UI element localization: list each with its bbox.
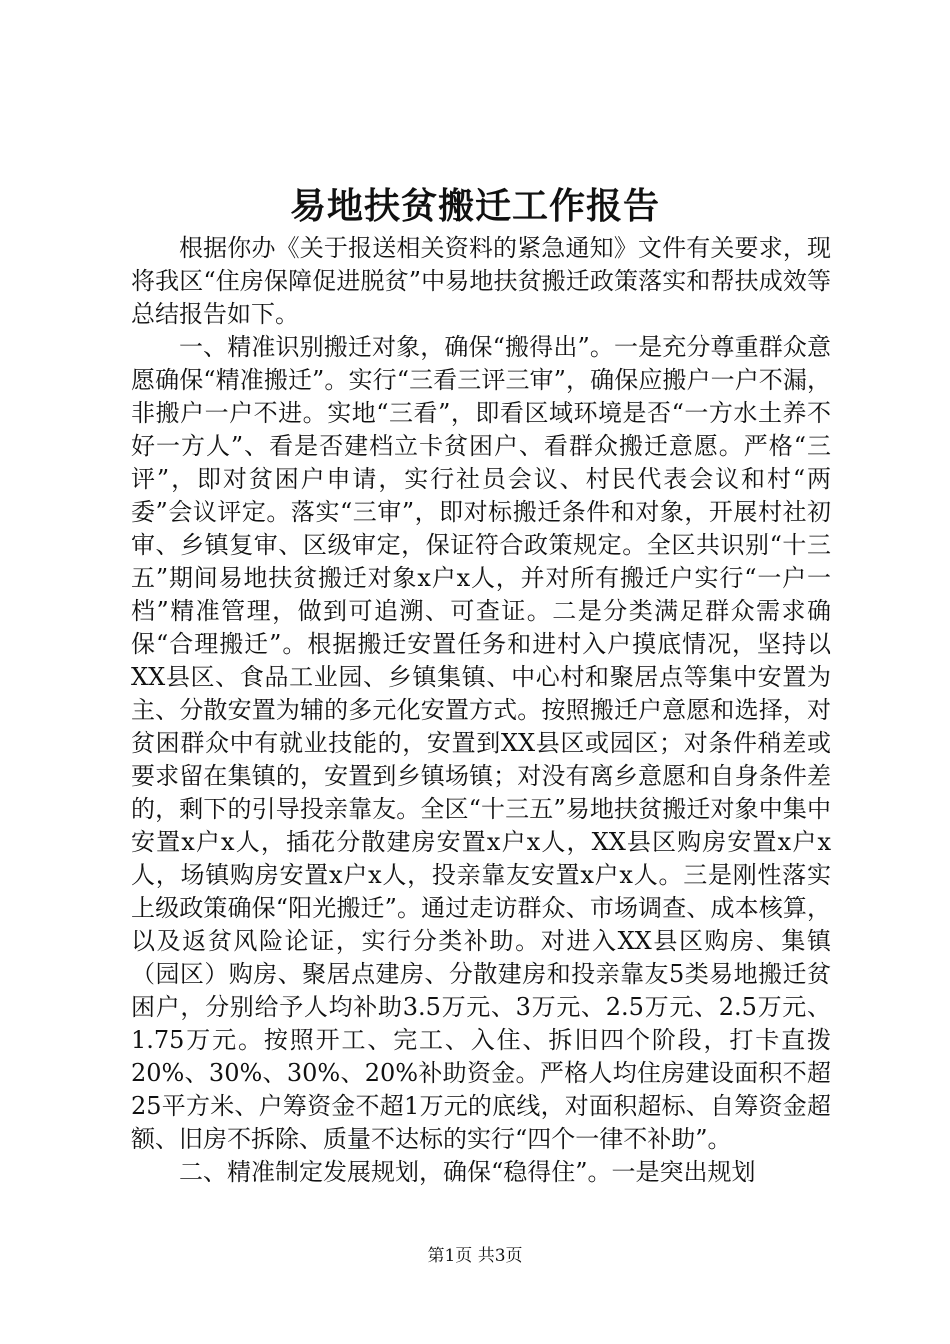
paragraph-section-two: 二、精准制定发展规划，确保“稳得住”。一是突出规划 (179, 1158, 756, 1186)
paragraph-section-one: 一、精准识别搬迁对象，确保“搬得出”。一是充分尊重群众意愿确保“精准搬迁”。实行“三看三评三审”，确保应搬户一户不漏，非搬户一户不进。实地“三看”，即看区域环境是否“一方水土养不好一方人”、看是否建档立卡贫困户、看群众搬迁意愿。严格“三评”，即对贫困户申请，实行社员会议、村民代表会议和村“两委”会议评定。落实“三审”，即对标搬迁条件和对象，开展村社初审、乡镇复审、区级审定，保证符合政策规定。全区共识别“十三五”期间易地扶贫搬迁对象x户x人，并对所有搬迁户实行“一户一档”精准管理，做到可追溯、可查证。二是分类满足群众需求确保“合理搬迁”。根据搬迁安置任务和进村入户摸底情况，坚持以XX县区、食品工业园、乡镇集镇、中心村和聚居点等集中安置为主、分散安置为辅的多元化安置方式。按照搬迁户意愿和选择，对贫困群众中有就业技能的，安置到XX县区或园区；对条件稍差或要求留在集镇的，安置到乡镇场镇；对没有离乡意愿和自身条件差的，剩下的引导投亲靠友。全区“十三五”易地扶贫搬迁对象中集中安置x户x人，插花分散建房安置x户x人，XX县区购房安置x户x人，场镇购房安置x户x人，投亲靠友安置x户x人。三是刚性落实上级政策确保“阳光搬迁”。通过走访群众、市场调查、成本核算，以及返贫风险论证，实行分类补助。对进入XX县区购房、集镇（园区）购房、聚居点建房、分散建房和投亲靠友5类易地搬迁贫困户，分别给予人均补助3.5万元、3万元、2.5万元、2.5万元、1.75万元。按照开工、完工、入住、拆旧四个阶段，打卡直拨20%、30%、30%、20%补助资金。严格人均住房建设面积不超25平方米、户筹资金不超1万元的底线，对面积超标、自筹资金超额、旧房不拆除、质量不达标的实行“四个一律不补助”。 (131, 333, 831, 1153)
paragraph-intro: 根据你办《关于报送相关资料的紧急通知》文件有关要求，现将我区“住房保障促进脱贫”中易地扶贫搬迁政策落实和帮扶成效等总结报告如下。 (131, 234, 831, 328)
page-footer: 第1页 共3页 (427, 1246, 523, 1266)
document-title: 易地扶贫搬迁工作报告 (289, 185, 660, 227)
document-body (131, 232, 831, 1189)
